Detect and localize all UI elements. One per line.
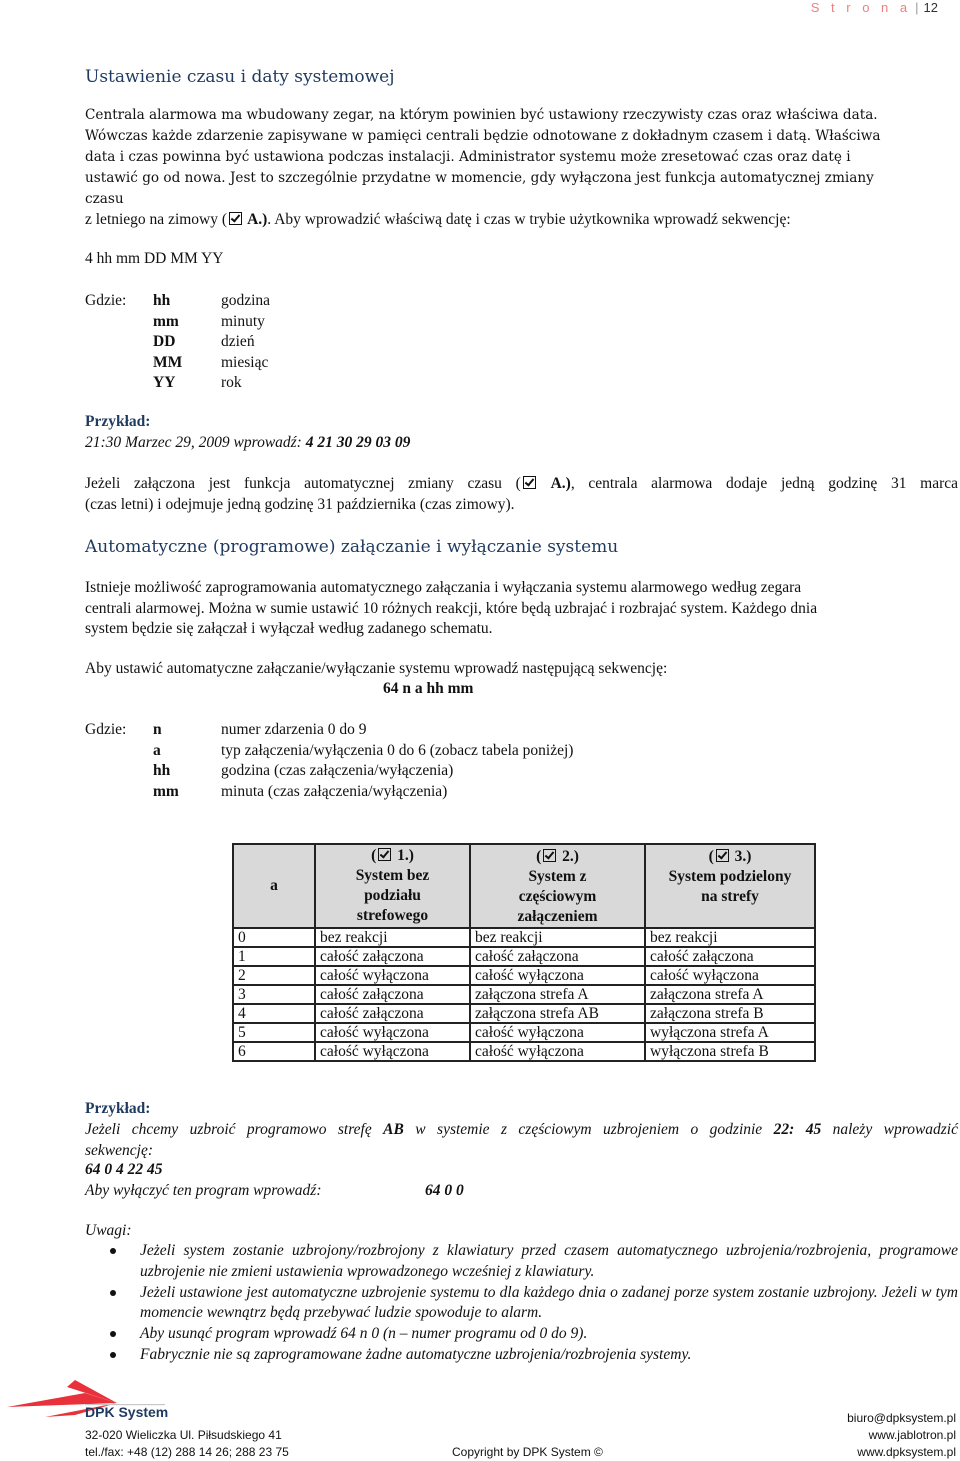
legend-desc: godzina (221, 292, 271, 309)
mode-number: 3.) (730, 848, 752, 865)
example-code: 4 21 30 29 03 09 (305, 434, 411, 451)
example2-off-code: 64 0 0 (425, 1182, 464, 1199)
table-cell: załączona strefa AB (470, 1004, 645, 1023)
intro-line: czasu (85, 191, 124, 207)
intro-text: z letniego na zimowy ( (85, 211, 228, 228)
footer-email[interactable]: biuro@dpksystem.pl (847, 1411, 956, 1425)
legend-desc: godzina (czas załączenia/wyłączenia) (221, 762, 454, 779)
table-cell: bez reakcji (315, 928, 470, 947)
footer-web-jablotron[interactable]: www.jablotron.pl (868, 1428, 956, 1442)
table-cell: 5 (233, 1023, 315, 1042)
table-header-a: a (233, 844, 315, 928)
legend-code: hh (153, 762, 171, 779)
example2-zone: AB (383, 1121, 404, 1138)
table-header-mode2 (470, 844, 645, 928)
legend-label: Gdzie: (85, 721, 127, 738)
header-line: System z (528, 868, 587, 885)
logo-text: DPK System (85, 1404, 169, 1420)
legend-code: a (153, 741, 161, 759)
intro-last-line (85, 210, 958, 231)
table-cell: całość wyłączona (470, 1042, 645, 1061)
legend-code: mm (153, 312, 179, 330)
section-title-auto-arming: Automatyczne (programowe) załączanie i wyłączanie systemu (85, 537, 619, 557)
example2-part: w systemie z częściowym uzbrojeniem o godzinie (403, 1121, 774, 1138)
table-row (233, 1042, 815, 1061)
legend-desc: typ załączenia/wyłączenia 0 do 6 (zobacz tabela poniżej) (221, 741, 574, 759)
table-row (233, 947, 815, 966)
legend-label: Gdzie: (85, 292, 127, 309)
list-item: Aby usunąć program wprowadź 64 n 0 (n – numer programu od 0 do 9). (110, 1324, 958, 1345)
time-sequence: 4 hh mm DD MM YY (85, 250, 224, 267)
footer-copyright: Copyright by DPK System © (452, 1445, 603, 1459)
paragraph-line: centrali alarmowej. Można w sumie ustawić 10 różnych reakcji, które będą uzbrajać i rozbrajać system. Każdego dnia (85, 599, 818, 617)
intro-text: . Aby wprowadzić właściwą datę i czas w trybie użytkownika wprowadź sekwencję: (267, 211, 791, 228)
example2-part: należy wprowadzić (821, 1121, 958, 1138)
header-mode-number: ( 1.) (371, 847, 414, 864)
table-cell: całość załączona (315, 947, 470, 966)
legend-code: hh (153, 292, 171, 309)
page-header (811, 0, 938, 15)
checkbox-icon (523, 476, 536, 489)
checkbox-icon (378, 848, 391, 861)
legend-code: mm (153, 782, 179, 800)
list-item: Jeżeli ustawione jest automatyczne uzbrojenie systemu to dla każdego dnia o zadanej porze system zostanie uzbrojony. Jeżeli w tym momencie wewnątrz będą przebywać ludzie spowoduje to alarm. (110, 1283, 958, 1325)
page-header-label: S t r o n a (810, 0, 912, 15)
table-cell: 0 (233, 928, 315, 947)
auto-legend (85, 720, 785, 805)
footer-phone: tel./fax: +48 (12) 288 14 26; 288 23 75 (85, 1445, 289, 1459)
legend-code: YY (153, 374, 176, 391)
table-row (233, 1023, 815, 1042)
legend-desc: numer zdarzenia 0 do 9 (221, 721, 367, 738)
table-cell: 4 (233, 1004, 315, 1023)
table-cell: 6 (233, 1042, 315, 1061)
mode-number: 1.) (393, 847, 414, 864)
table-cell: całość wyłączona (645, 966, 815, 985)
example2-text (85, 1120, 958, 1161)
legend-desc: minuta (czas załączenia/wyłączenia) (221, 782, 448, 800)
table-cell: całość załączona (645, 947, 815, 966)
header-mode-number: ( 2.) (536, 848, 579, 865)
auto-time-line (85, 474, 958, 495)
example2-code: 64 0 4 22 45 (85, 1161, 163, 1178)
auto-time-paragraph (85, 474, 958, 515)
example-label: Przykład: (85, 413, 151, 430)
example2-label: Przykład: (85, 1100, 151, 1117)
table-cell: 2 (233, 966, 315, 985)
auto-sequence: 64 n a hh mm (383, 680, 474, 697)
checkbox-icon (716, 849, 729, 862)
header-line: załączeniem (517, 908, 598, 925)
header-line: strefowego (356, 907, 429, 924)
example2-line (85, 1120, 958, 1141)
auto-arming-paragraph (85, 578, 958, 640)
intro-line: ustawić go od nowa. Jest to szczególnie przydatne w momencie, gdy wyłączona jest funkcja automatycznej zmiany (85, 170, 874, 186)
intro-paragraph (85, 105, 958, 210)
table-cell: całość wyłączona (470, 1023, 645, 1042)
intro-line: Centrala alarmowa ma wbudowany zegar, na którym powinien być ustawiony rzeczywisty czas oraz właściwa data. (85, 107, 878, 123)
table-row (233, 1004, 815, 1023)
table-cell: całość wyłączona (315, 1042, 470, 1061)
table-cell: całość załączona (470, 947, 645, 966)
header-line: System podzielony (668, 868, 792, 885)
table-cell: 3 (233, 985, 315, 1004)
list-item: Fabrycznie nie są zaprogramowane żadne automatyczne uzbrojenia/rozbrojenia systemy. (110, 1345, 958, 1366)
footer-address: 32-020 Wieliczka Ul. Piłsudskiego 41 (85, 1428, 282, 1442)
auto-mode-ref: A.) (537, 475, 571, 492)
legend-code: MM (153, 353, 183, 371)
legend-desc: miesiąc (221, 353, 269, 371)
table-header-mode3 (645, 844, 815, 928)
table-cell: bez reakcji (470, 928, 645, 947)
checkbox-icon (229, 212, 242, 225)
intro-mode-ref: A.) (244, 211, 268, 228)
table-cell: całość załączona (315, 985, 470, 1004)
legend-code: DD (153, 333, 176, 350)
table-cell: całość wyłączona (315, 966, 470, 985)
example2-line: sekwencję: (85, 1141, 153, 1159)
table-cell: załączona strefa A (645, 985, 815, 1004)
legend-code: n (153, 721, 162, 738)
header-line: na strefy (701, 888, 759, 905)
table-cell: załączona strefa B (645, 1004, 815, 1023)
example-line (85, 433, 410, 454)
header-line: częściowym (518, 888, 597, 905)
paragraph-line: system będzie się załączał i wyłączał według zadanego schematu. (85, 620, 493, 637)
list-item: Jeżeli system zostanie uzbrojony/rozbrojony z klawiatury przed czasem automatycznego uzbrojenia/rozbrojenia, programowe uzbrojenie nie zmieni ustawienia wprowadzonego wcześniej z klawiatury. (110, 1241, 958, 1283)
table-cell: wyłączona strefa B (645, 1042, 815, 1061)
legend-desc: rok (221, 374, 242, 391)
paragraph-line: Istnieje możliwość zaprogramowania automatycznego załączania i wyłączania systemu alarmowego według zegara (85, 579, 802, 596)
page-number: 12 (923, 0, 938, 15)
table-cell: 1 (233, 947, 315, 966)
table-cell: wyłączona strefa A (645, 1023, 815, 1042)
table-header-mode1 (315, 844, 470, 928)
header-mode-number: ( 3.) (708, 848, 752, 865)
table-row (233, 985, 815, 1004)
checkbox-icon (543, 849, 556, 862)
notes-list (110, 1241, 958, 1366)
header-line: System bez (355, 867, 430, 884)
example2-off-text: Aby wyłączyć ten program wprowadź: (85, 1182, 322, 1199)
section-title-time-date: Ustawienie czasu i daty systemowej (85, 67, 395, 87)
table-cell: całość wyłączona (315, 1023, 470, 1042)
table-cell: całość załączona (315, 1004, 470, 1023)
auto-text: Jeżeli załączona jest funkcja automatycznej zmiany czasu ( (85, 475, 521, 492)
footer-web-dpk[interactable]: www.dpksystem.pl (857, 1445, 956, 1459)
auto-time-line: (czas letni) i odejmuje jedną godzinę 31 października (czas zimowy). (85, 495, 515, 513)
table-header-row (233, 844, 815, 928)
table-row (233, 966, 815, 985)
example2-time: 22: 45 (773, 1121, 822, 1138)
arming-type-table (232, 843, 816, 1062)
example-text: 21:30 Marzec 29, 2009 wprowadź: (85, 434, 302, 451)
sequence-intro: Aby ustawić automatyczne załączanie/wyłączanie systemu wprowadź następującą sekwencję: (85, 660, 668, 677)
table-cell: całość wyłączona (470, 966, 645, 985)
legend-desc: dzień (221, 333, 255, 350)
table-cell: załączona strefa A (470, 985, 645, 1004)
mode-number: 2.) (558, 848, 579, 865)
table-cell: bez reakcji (645, 928, 815, 947)
example2-part: Jeżeli chcemy uzbroić programowo strefę (85, 1121, 384, 1138)
header-line: podziału (364, 887, 421, 904)
legend-desc: minuty (221, 312, 265, 330)
table-row (233, 928, 815, 947)
page-header-divider: | (915, 0, 919, 15)
intro-line: data i czas powinna być ustawiona podczas instalacji. Administrator systemu może zresetować czas oraz datę i (85, 149, 851, 165)
auto-text: , centrala alarmowa dodaje jedną godzinę 31 marca (570, 475, 959, 492)
intro-line: Wówczas każde zdarzenie zapisywane w pamięci centrali będzie odnotowane z dokładnym czasem i datą. Właściwa (85, 128, 881, 144)
time-legend (85, 291, 485, 396)
notes-label: Uwagi: (85, 1222, 132, 1239)
company-logo (5, 1375, 175, 1425)
